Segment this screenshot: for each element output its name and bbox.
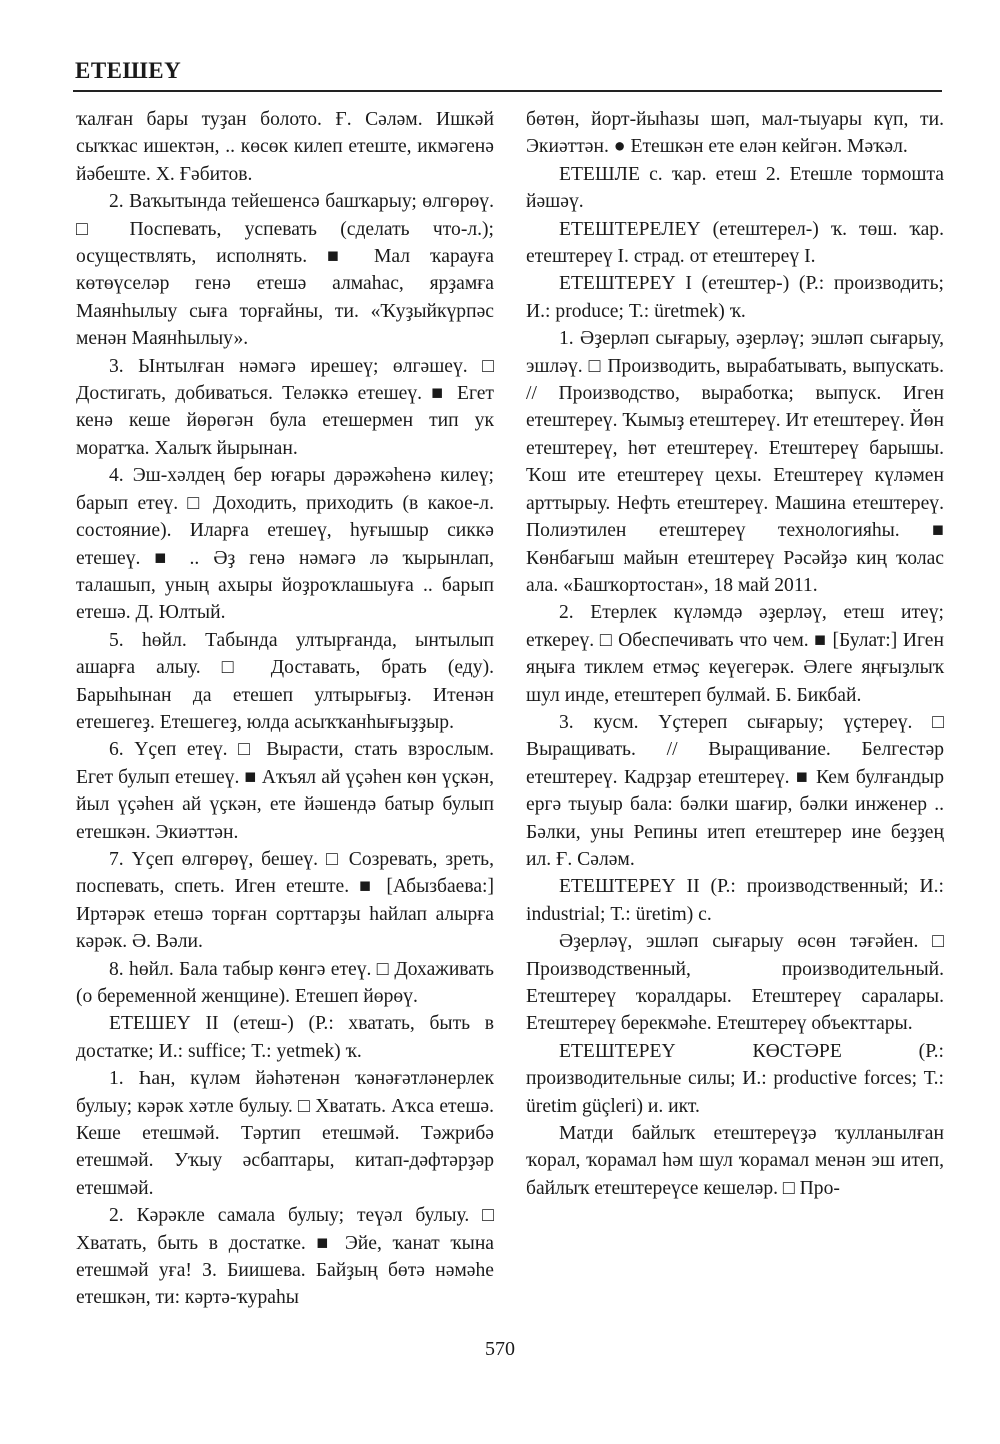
dictionary-paragraph: ҡалған бары туҙан болото. Ғ. Сәләм. Ишкәй сыҡҡас ишектән, .. көсөк килеп етеште, икмәгенә йәбеште. Х. Ғәбитов. (76, 109, 494, 185)
dictionary-paragraph: 3. Ынтылған нәмәгә ирешеү; өлгәшеү. □ Достигать, добиваться. Теләккә етешеү. ■ Егет кенә кеше йөрөгән була етешермен тип ук моратҡа. Халыҡ йырынан. (76, 355, 494, 459)
dictionary-paragraph: 5. һөйл. Табында ултырғанда, ынтылып ашарға алыу. □ Доставать, брать (еду). Барыһынан да етешеп ултырығыҙ. Итенән етешегеҙ. Етешегеҙ, юлда асыҡҡанһығыҙҙыр. (76, 629, 494, 733)
dictionary-paragraph: 2. Кәрәкле самала булыу; теүәл булыу. □ Хватать, быть в достатке. ■ Эйе, ҡанат ҡына етешмәй уға! З. Биишева. Байҙың бөтә нәмәһе етешкән, ти: кәртә-ҡураһы (76, 1205, 494, 1309)
dictionary-paragraph: 3. кусм. Үҫтереп сығарыу; үҫтереү. □ Выращивать. // Выращивание. Белгестәр етештереү. Кадрҙар етештереү. ■ Кем булғандыр ергә тыуыр бала: бәлки шағир, бәлки инженер .. Бәлки, уны Репины итеп етештерер ине беҙҙең ил. Ғ. Сәләм. (526, 711, 944, 870)
dictionary-paragraph: 1. Һан, күләм йәһәтенән ҡәнәғәтләнерлек булыу; кәрәк хәтле булыу. □ Хватать. Аҡса етешә. Кеше етешмәй. Тәртип етешмәй. Тәжрибә етешмәй. Уҡыу әсбаптары, китап-дәфтәрҙәр етешмәй. (76, 1068, 494, 1199)
dictionary-paragraph: ЕТЕШТЕРЕҮ КӨСТӘРЕ (Р.: производительные силы; И.: productive forces; Т.: üretim güçleri) и. икт. (526, 1040, 944, 1117)
dictionary-paragraph: Матди байлыҡ етештереүҙә ҡулланылған ҡорал, ҡорамал һәм шул ҡорамал менән эш итеп, байлыҡ етештереүсе кешеләр. □ Про- (526, 1123, 944, 1199)
right-column (526, 106, 944, 1202)
left-column (76, 106, 494, 1312)
page-number: 570 (485, 1338, 515, 1360)
dictionary-paragraph: 2. Ваҡытында тейешенсә башҡарыу; өлгөрөү. □ Поспевать, успевать (сделать что-л.); осуществлять, исполнять. ■ Мал ҡарауға көтөүселәр генә етешә алмаһас, ярҙамға Маянһылыу сыға торғайны, ти. «Ҡуҙыйкүрпәс менән Маянһылыу». (76, 191, 494, 350)
dictionary-paragraph: 1. Әҙерләп сығарыу, әҙерләү; эшләп сығарыу, эшләү. □ Производить, вырабатывать, выпускать. // Производство, выработка; выпуск. Иген етештереү. Ҡымыҙ етештереү. Ит етештереү. Йөн етештереү, һөт етештереү. Етештереү барышы. Ҡош ите етештереү цехы. Етештереү күләмен арттырыу. Нефть етештереү. Машина етештереү. Полиэтилен етештереү технологияһы. ■ Көнбағыш майын етештереү Рәсәйҙә киң ҡолас ала. «Башҡортостан», 18 май 2011. (526, 328, 944, 596)
dictionary-paragraph: ЕТЕШТЕРЕҮ I (етештер-) (Р.: производить; И.: produce; Т.: üretmek) ҡ. (526, 273, 944, 322)
dictionary-paragraph: Әҙерләү, эшләп сығарыу өсөн тәғәйен. □ Производственный, производительный. Етештереү ҡоралдары. Етештереү саралары. Етештереү берекмәһе. Етештереү объекттары. (526, 931, 944, 1035)
dictionary-paragraph: 6. Үҫеп етеү. □ Вырасти, стать взрослым. Егет булып етешеү. ■ Аҡъял ай үҫәһен көн үҫкән, йыл үҫәһен ай үҫкән, ете йәшендә батыр булып етешкән. Экиәттән. (76, 739, 494, 843)
dictionary-paragraph: 8. һөйл. Бала табыр көнгә етеү. □ Дохаживать (о беременной женщине). Етешеп йөрөү. (76, 958, 494, 1007)
dictionary-paragraph: ЕТЕШЕҮ II (етеш-) (Р.: хватать, быть в достатке; И.: suffice; Т.: yetmek) ҡ. (76, 1013, 494, 1062)
dictionary-paragraph: ЕТЕШТЕРЕҮ II (Р.: производственный; И.: industrial; Т.: üretim) с. (526, 876, 944, 925)
dictionary-paragraph: 2. Етерлек күләмдә әҙерләү, етеш итеү; еткереү. □ Обеспечивать что чем. ■ [Булат:] Иген яңыға тиклем етмәҫ кеүегерәк. Әлеге яңғыҙлыҡ шул инде, етештереп булмай. Б. Бикбай. (526, 602, 944, 706)
header-rule (73, 90, 942, 92)
dictionary-paragraph: 4. Эш-хәлдең бер юғары дәрәжәһенә килеү; барып етеү. □ Доходить, приходить (в какое-л. состояние). Иларға етешеү, һуғышыр сиккә етешеү. ■ .. Әҙ генә нәмәгә лә ҡырынлап, талашып, уның ахыры йоҙроҡлашыуға .. барып етешә. Д. Юлтый. (76, 465, 494, 624)
dictionary-paragraph: бөтөн, йорт-йыһазы шәп, мал-тыуары күп, ти. Экиәттән. ● Етешкән ете елән кейгән. Мәҡәл. (526, 109, 944, 158)
dictionary-paragraph: ЕТЕШТЕРЕЛЕҮ (етештерел-) ҡ. төш. ҡар. етештереү I. страд. от етештереү I. (526, 218, 944, 268)
running-header: ЕТЕШЕҮ (75, 58, 182, 83)
dictionary-paragraph: ЕТЕШЛЕ с. ҡар. етеш 2. Етешле тормошта йәшәү. (526, 163, 944, 213)
dictionary-paragraph: 7. Үҫеп өлгөрөү, бешеү. □ Созревать, зреть, поспевать, спеть. Иген етеште. ■ [Абызбаева:] Иртәрәк етешә торған сорттарҙы һайлап алырға кәрәк. Ә. Вәли. (76, 848, 494, 953)
